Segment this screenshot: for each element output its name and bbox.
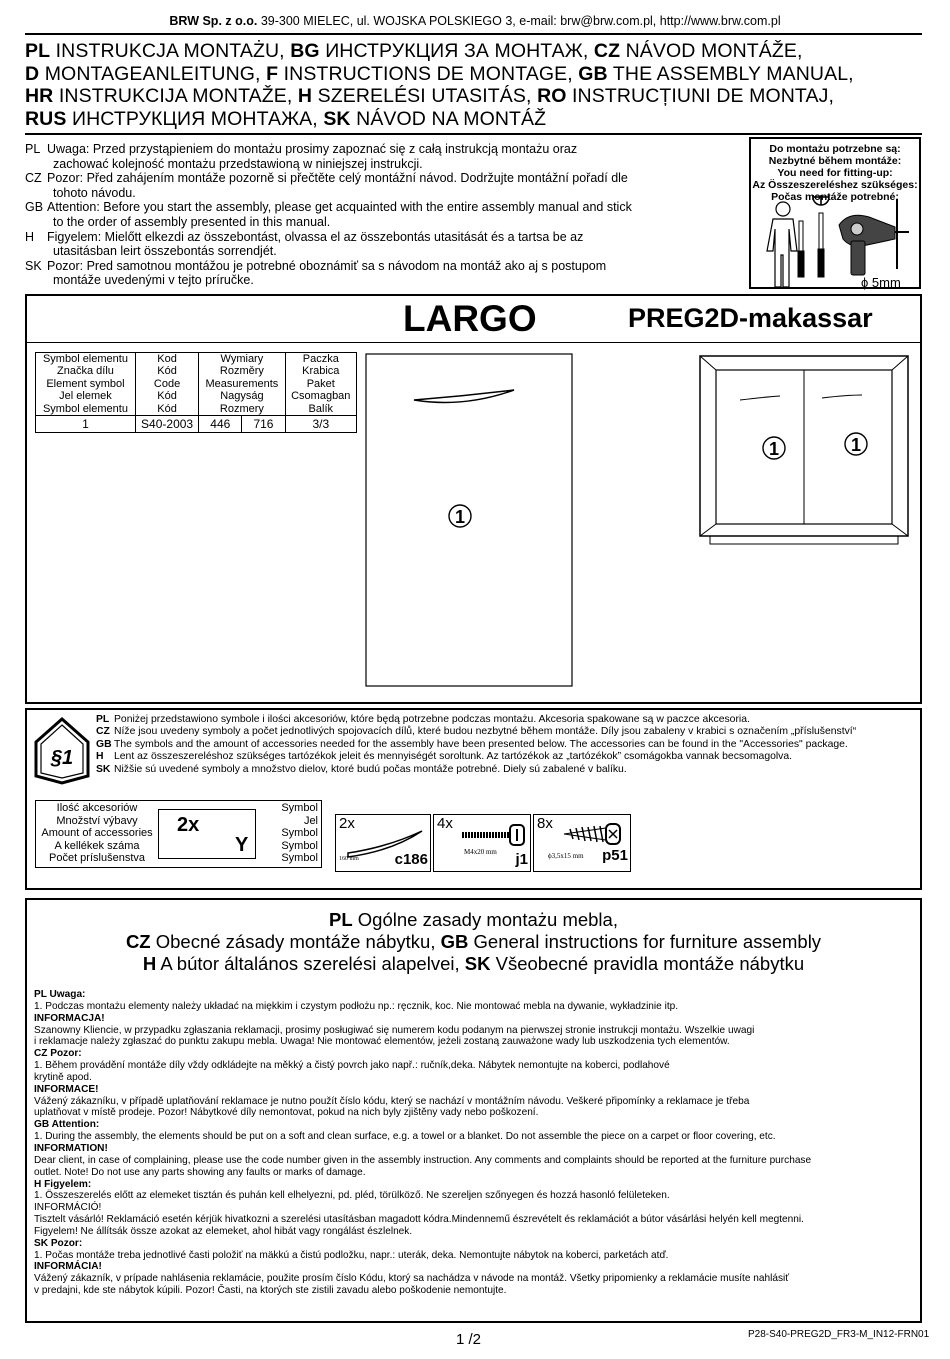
phillips-icon [813, 195, 829, 205]
header-rule [25, 33, 922, 35]
tools-illustration [751, 195, 919, 287]
general-text-line: i reklamacje należy zgłaszać do punktu zakupu mebla. Uwaga! Nie montować elementów, jeżeli zostaną zauważone wady lub uszkodzenia tych elementów. [34, 1036, 730, 1048]
language-code: GB [578, 62, 608, 85]
general-title-text: A bútor általános szerelési alapelvei, [156, 953, 465, 974]
general-title-text: Ogólne zasady montażu mebla, [352, 909, 618, 930]
screw-icon [562, 823, 628, 845]
general-text-line: Vážený zákazníku, v případě uplatňování reklamace je nutno použít číslo kódu, který se nachází v montážním návodu. Veškeré připomínky a reklamace je třeba [34, 1095, 750, 1107]
product-name: LARGO [403, 298, 537, 339]
accessories-intro-text: Lent az összeszereléshoz szükséges tartózékok jeleit és mennyiségét soroltunk. Az tartózékok az „tartózékok” csomágokba vannak becsomagolva. [114, 751, 793, 763]
table-header-line: Symbol elementu [42, 353, 128, 365]
table-header-line: Symbol elementu [42, 402, 128, 415]
general-instructions-title [25, 909, 922, 975]
language-code: CZ [25, 171, 42, 186]
tools-title-line: Do montażu potrzebne są: [769, 143, 901, 155]
general-heading: CZ Pozor: [34, 1048, 82, 1060]
title-text: SZERELÉSI UTASITÁS, [312, 85, 538, 107]
general-text-line: outlet. Note! Do not use any parts showing any faults or marks of damage. [34, 1166, 366, 1178]
warning-text: Pozor: Pred samotnou montážou je potrebné oboznámiť sa s návodom na montáž ako aj s postupom montáže uvedenými v tejto príručke. [47, 258, 607, 288]
language-code: H [297, 85, 313, 107]
cabinet-drawing [690, 352, 915, 548]
general-heading: INFORMÁCIA! [34, 1261, 102, 1273]
general-heading: SK Pozor: [34, 1237, 83, 1249]
tools-title-line: Nezbytné během montáže: [768, 155, 902, 167]
accessories-intro-text: The symbols and the amount of accessories needed for the assembly have been presented below. The accessories can be found in the "Accessories" package. [114, 738, 848, 750]
accessory-size: 160 mm [339, 856, 359, 862]
language-code: PL [329, 909, 353, 930]
title-line [25, 63, 922, 86]
title-text: ИНСТРУКЦИЯ ЗА МОНТАЖ, [319, 40, 594, 62]
document-code: P28-S40-PREG2D_FR3-M_IN12-FRN01 [748, 1329, 930, 1340]
table-header-cell [36, 353, 136, 416]
general-text-line: v predajni, kde ste nábytok kúpili. Pozor! Časti, na ktorých ste zistili zavadu alebo poškodenie nemontujte. [34, 1285, 507, 1297]
general-heading: INFORMACJA! [34, 1012, 105, 1024]
accessories-intro-text: Poniżej przedstawiono symbole i ilości akcesoriów, które będą potrzebne podczas montażu. Akcesoria spakowane są w paczce akcesoria. [114, 714, 750, 725]
table-cell: S40-2003 [135, 416, 198, 433]
general-heading: INFORMACE! [34, 1083, 99, 1095]
language-code: GB [25, 200, 44, 215]
language-code: H [25, 229, 35, 244]
general-heading: GB Attention: [34, 1119, 100, 1131]
title-text: INSTRUKCIJA MONTAŽE, [53, 85, 298, 107]
accessory-qty: 8x [537, 815, 553, 832]
table-header-cell [199, 353, 285, 416]
general-instructions-body [34, 989, 914, 1297]
drill-icon [839, 215, 909, 275]
accessories-intro-line [96, 739, 916, 751]
cabinet-marker-left-label: 1 [768, 439, 780, 459]
general-text-line: Figyelem! Ne állítsák össze azokat az elemeket, ahol hibát vagy rongálást észlelnek. [34, 1225, 413, 1237]
door-marker-label: 1 [454, 507, 466, 527]
accessory-code: j1 [515, 851, 528, 868]
legend-left-line: Počet príslušenstva [49, 852, 145, 865]
general-text-line: 1. Během provádění montáže díly vždy odkládejte na měkký a čistý povrch jako např.: ručník,deka. Nábytek nemontujte na koberci, podlahové [34, 1060, 670, 1072]
language-code: CZ [96, 726, 110, 738]
table-header-cell [285, 353, 356, 416]
legend-left-line: Amount of accessories [41, 827, 153, 840]
language-code: HR [25, 85, 54, 107]
person-icon [767, 202, 797, 287]
table-cell: 1 [36, 416, 136, 433]
accessories-intro-line [96, 714, 916, 726]
language-code: F [266, 62, 279, 85]
table-header-line: Kód [157, 365, 177, 378]
warning-text: Uwaga: Przed przystąpieniem do montażu prosimy zapoznać się z całą instrukcją montażu oraz zachować kolejność montażu przedstawioną w niniejszej instrukcji. [47, 142, 578, 171]
table-header-line: Rozměry [219, 365, 264, 378]
tools-title-line: Počas montáže potrebné: [771, 191, 899, 203]
warning-text: Attention: Before you start the assembly, please get acquainted with the entire assembly manual and stick to the order of assembly presented in this manual. [47, 200, 632, 229]
warning-paragraph [25, 259, 635, 288]
accessory-handle [335, 814, 431, 872]
table-header-line: Wymiary [220, 353, 264, 365]
general-text-line: uplatňovat v místě prodeje. Pozor! Nábytkové díly nemontovat, pokud na nich byly zjištěny vady nebo poškození. [34, 1107, 539, 1119]
accessory-screw [533, 814, 631, 872]
accessory-size: M4x20 mm [464, 848, 497, 856]
general-text-line: Szanowny Kliencie, w przypadku zgłaszania reklamacji, prosimy posługiwać się numerem kodu podanym na pierwszej stronie instrukcji montażu. Wszelkie uwagi [34, 1024, 755, 1036]
title-text: NÁVOD NA MONTÁŽ [350, 107, 547, 130]
title-text: THE ASSEMBLY MANUAL, [607, 62, 854, 85]
general-title-line [25, 953, 922, 975]
language-code: BG [290, 40, 320, 62]
product-title-rule [25, 342, 922, 343]
general-text-line: Dear client, in case of complaining, please use the code number given in the assembly instruction. Any comments and complaints should be reported at the furniture purchase [34, 1154, 812, 1166]
paragraph-sign: §1 [50, 747, 74, 769]
accessories-intro-text: Nižšie sú uvedené symboly a množstvo dielov, ktoré budú počas montáže potrebné. Diely sú zabalené v balíku. [114, 763, 627, 775]
general-text-line: INFORMÁCIÓ! [34, 1202, 102, 1214]
legend-symbol: Y [235, 834, 249, 856]
general-text-line: 1. During the assembly, the elements should be put on a soft and clean surface, e.g. a towel or a blanket. Do not assemble the piece on a carpet or floor covering, etc. [34, 1131, 776, 1143]
legend-left-line: Množství výbavy [56, 814, 138, 827]
table-header-line: Paczka [302, 353, 339, 365]
tools-title-line: Az Összeszereléshez szükséges: [752, 179, 918, 191]
general-title-text: Všeobecné pravidla montáže nábytku [490, 953, 805, 974]
title-text: INSTRUCTIONS DE MONTAGE, [278, 62, 579, 85]
general-title-line [25, 931, 922, 953]
bolt-icon [458, 823, 530, 847]
accessories-intro-line [96, 726, 916, 738]
language-code: GB [440, 931, 469, 952]
language-code: H [142, 953, 157, 974]
warning-paragraph [25, 142, 635, 171]
title-text: INSTRUCȚIUNI DE MONTAJ, [566, 85, 834, 107]
title-text: ИНСТРУКЦИЯ МОНТАЖА, [66, 107, 324, 130]
language-code: CZ [125, 931, 151, 952]
warning-paragraph [25, 200, 635, 229]
legend-right-line: Symbol [281, 852, 318, 865]
language-code: SK [464, 953, 491, 974]
legend-right-line: Symbol [281, 827, 318, 840]
accessories-intro-line [96, 764, 916, 776]
warning-block [25, 142, 635, 288]
language-code: CZ [593, 40, 621, 62]
table-header-line: Jel elemek [59, 390, 112, 403]
table-cell: 3/3 [285, 416, 356, 433]
accessories-intro-text: Níže jsou uvedeny symboly a počet jednotlivých spojovacích dílů, které budou nezbytné během montáže. Díly jsou zabaleny v krabici s označením „příslušenství“ [114, 726, 857, 738]
tools-box [749, 137, 921, 289]
general-heading: INFORMATION! [34, 1142, 108, 1154]
general-text-line: krytině apod. [34, 1071, 92, 1083]
accessories-intro-line [96, 751, 916, 763]
table-header-line: Kód [157, 402, 177, 415]
language-code: RO [537, 85, 567, 107]
company-name: BRW Sp. z o.o. [169, 14, 258, 28]
tools-title [751, 143, 919, 203]
accessory-qty: 4x [437, 815, 453, 832]
page-number: 1 /2 [456, 1331, 482, 1348]
accessory-legend [35, 800, 322, 868]
table-header-line: Kód [157, 390, 177, 403]
language-code: PL [25, 40, 51, 62]
language-code: SK [96, 763, 111, 775]
legend-right-line: Jel [303, 814, 318, 827]
legend-left-line: Ilość akcesoriów [56, 802, 138, 814]
general-text-line: Tisztelt vásárló! Reklamáció esetén kérjük hivatkozni a szerelési utasításban magadott kódra.Mindennemű észrevételt és reklamációt a bútor vásárlási helyén kell megtenni. [34, 1214, 804, 1226]
language-code: PL [96, 714, 110, 725]
legend-right-labels [274, 802, 318, 865]
legend-sample [158, 809, 256, 859]
warning-paragraph [25, 230, 635, 259]
product-model: PREG2D-makassar [628, 303, 873, 333]
parts-table [35, 352, 357, 433]
accessory-code: c186 [394, 851, 428, 868]
title-text: INSTRUKCJA MONTAŻU, [50, 40, 291, 62]
table-header-line: Element symbol [46, 377, 125, 390]
accessories-intro [96, 714, 916, 776]
warning-text: Figyelem: Mielőtt elkezdi az összebontást, olvassa el az összebontás utasitását és a tartsa be az utasitásban leirt összebontás sorrendjét. [47, 229, 584, 259]
legend-left-labels [38, 802, 156, 865]
language-code: GB [96, 738, 112, 750]
language-code: PL [25, 142, 41, 156]
legend-qty: 2x [177, 814, 200, 836]
language-code: H [96, 751, 104, 763]
warning-paragraph [25, 171, 635, 200]
table-cell: 716 [242, 416, 285, 433]
language-code: SK [323, 107, 351, 130]
general-title-text: General instructions for furniture assembly [468, 931, 822, 952]
general-text-line: 1. Podczas montażu elementy należy układać na miękkim i czystym podłożu np.: ręcznik, koc. Nie montować mebla na dywanie, wykładzinie itp. [34, 1000, 679, 1012]
general-title-line [25, 909, 922, 931]
table-header-line: Balík [308, 402, 334, 415]
door-element-drawing [362, 352, 576, 690]
paragraph-warning-icon [33, 716, 91, 786]
language-code: SK [25, 258, 42, 273]
general-heading: PL Uwaga: [34, 989, 86, 1000]
tools-title-line: You need for fitting-up: [777, 167, 893, 179]
title-line [25, 108, 922, 131]
accessory-bolt [433, 814, 531, 872]
table-header-line: Kod [157, 353, 177, 365]
legend-right-line: Symbol [281, 802, 318, 814]
table-header-cell [135, 353, 198, 416]
accessory-qty: 2x [339, 815, 355, 832]
title-line [25, 40, 922, 63]
table-header-line: Measurements [205, 377, 279, 390]
table-header-line: Csomagban [291, 390, 351, 403]
screwdriver-icon [798, 213, 824, 277]
title-rule [25, 133, 922, 135]
company-header [0, 14, 950, 28]
general-text-line: 1. Počas montáže treba jednotlivé časti položiť na mäkkú a čistú podložku, napr.: uterák, deka. Nemontujte nábytok na koberci, parketách atď. [34, 1249, 669, 1261]
table-header-line: Krabica [302, 365, 340, 378]
legend-right-line: Symbol [281, 839, 318, 852]
general-heading: H Figyelem: [34, 1178, 92, 1190]
legend-left-line: A kellékek száma [54, 839, 140, 852]
table-cell: 446 [199, 416, 242, 433]
title-text: NÁVOD MONTÁŽE, [620, 40, 803, 62]
title-line [25, 85, 922, 108]
table-header-line: Code [153, 377, 181, 390]
table-header-line: Rozmery [219, 402, 264, 415]
warning-text: Pozor: Před zahájením montáže pozorně si přečtěte celý montážní návod. Dodržujte montážní pořadí dle tohoto návodu. [47, 171, 628, 200]
table-header-line: Paket [306, 377, 335, 390]
manual-title-block [25, 40, 922, 130]
title-text: MONTAGEANLEITUNG, [39, 62, 267, 85]
general-text-line: 1. Összeszerelés előtt az elemeket tisztán és puhán kell elhelyezni, pd. pléd, törülköző. Ne szereljen szőnyegen és hozzá hasonló felületeken. [34, 1190, 670, 1202]
cabinet-marker-right-label: 1 [850, 435, 862, 455]
language-code: RUS [25, 107, 67, 130]
accessory-size: ϕ3,5x15 mm [548, 852, 584, 860]
accessory-code: p51 [602, 847, 628, 864]
drill-size-label: ϕ 5mm [861, 275, 901, 290]
language-code: D [25, 62, 40, 85]
company-address: 39-300 MIELEC, ul. WOJSKA POLSKIEGO 3, e-mail: brw@brw.com.pl, http://www.brw.com.pl [257, 14, 781, 28]
table-header-line: Nagyság [220, 390, 264, 403]
general-title-text: Obecné zásady montáže nábytku, [150, 931, 441, 952]
table-header-line: Značka dílu [57, 365, 114, 378]
general-text-line: Vážený zákazník, v prípade nahlásenia reklamácie, použite prosím číslo Kódu, ktorý sa nachádza v návode na montáž. Všetky pripomienky a reklamácie musíte nahlásiť [34, 1273, 790, 1285]
